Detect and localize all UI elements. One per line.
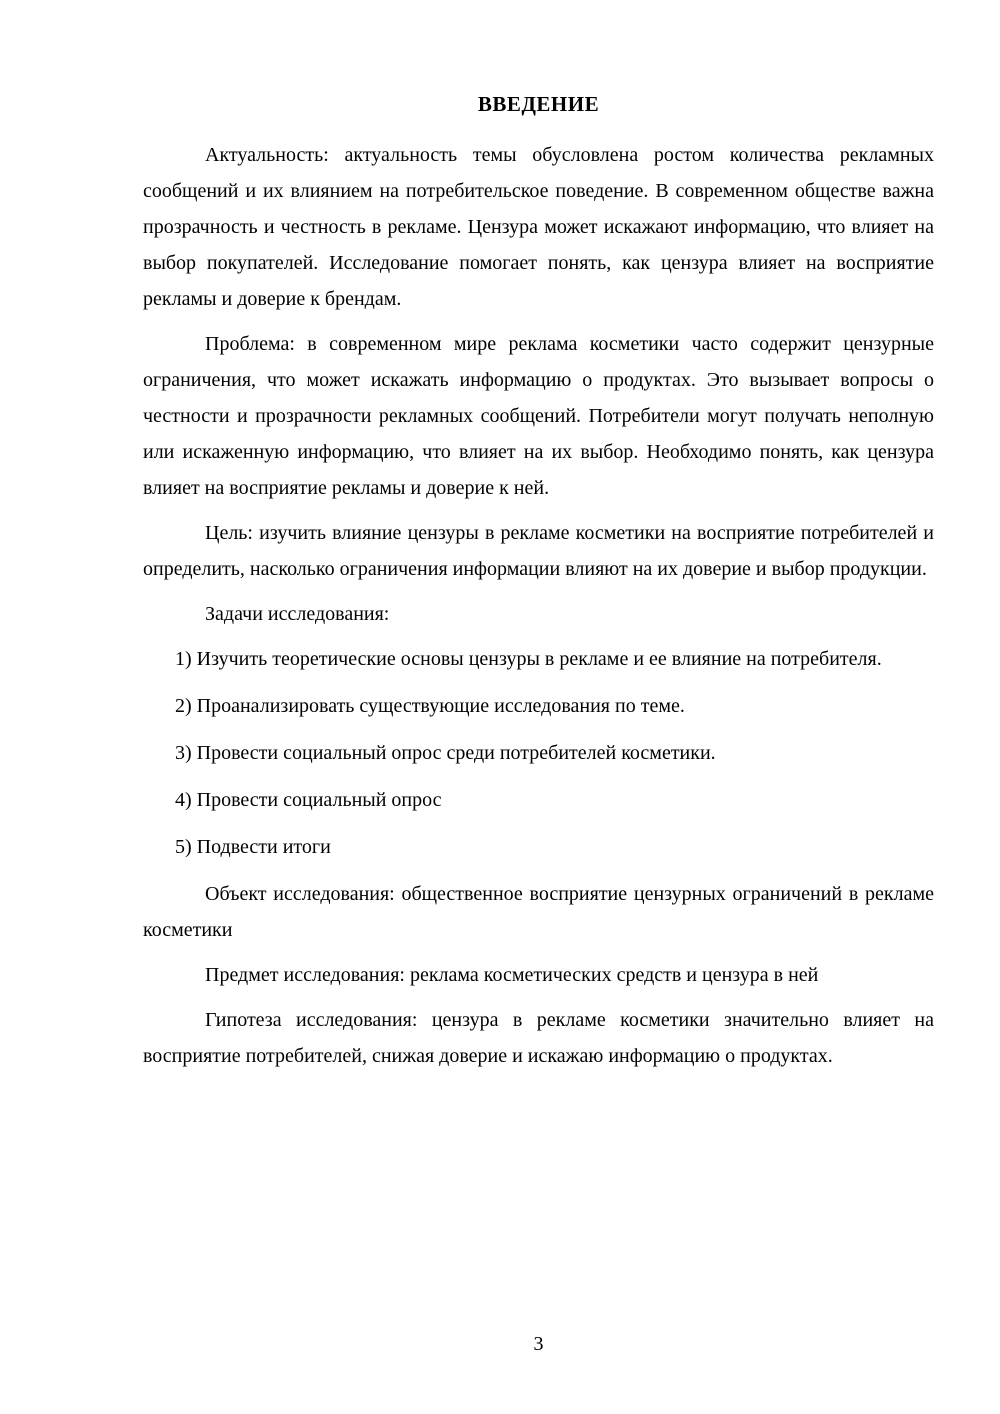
task-item-3: 3) Провести социальный опрос среди потребителей косметики. (175, 742, 716, 764)
paragraph-problem: Проблема: в современном мире реклама косметики часто содержит цензурные ограничения, что может искажать информацию о продуктах. Это вызывает вопросы о честности и прозрачности рекламных сообщений. Потребители могут получать неполную или искаженную информацию, что влияет на их выбор. Необходимо понять, как цензура влияет на восприятие рекламы и доверие к ней. (143, 333, 934, 499)
task-item-1: 1) Изучить теоретические основы цензуры в рекламе и ее влияние на потребителя. (175, 648, 882, 670)
paragraph-goal: Цель: изучить влияние цензуры в рекламе косметики на восприятие потребителей и определить, насколько ограничения информации влияют на их доверие и выбор продукции. (143, 522, 934, 580)
paragraph-relevance: Актуальность: актуальность темы обусловлена ростом количества рекламных сообщений и их влиянием на потребительское поведение. В современном обществе важна прозрачность и честность в рекламе. Цензура может искажают информацию, что влияет на выбор покупателей. Исследование помогает понять, как цензура влияет на восприятие рекламы и доверие к брендам. (143, 144, 934, 310)
task-item-2: 2) Проанализировать существующие исследования по теме. (175, 695, 685, 717)
task-item-5: 5) Подвести итоги (175, 836, 331, 858)
task-item-4: 4) Провести социальный опрос (175, 789, 442, 811)
paragraph-subject: Предмет исследования: реклама косметических средств и цензура в ней (205, 964, 819, 986)
tasks-heading: Задачи исследования: (205, 603, 390, 625)
page-title: ВВЕДЕНИЕ (477, 92, 600, 116)
paragraph-hypothesis: Гипотеза исследования: цензура в рекламе косметики значительно влияет на восприятие потребителей, снижая доверие и искажаю информацию о продуктах. (143, 1009, 934, 1067)
page-number: 3 (533, 1333, 544, 1355)
paragraph-object: Объект исследования: общественное восприятие цензурных ограничений в рекламе косметики (143, 883, 934, 941)
